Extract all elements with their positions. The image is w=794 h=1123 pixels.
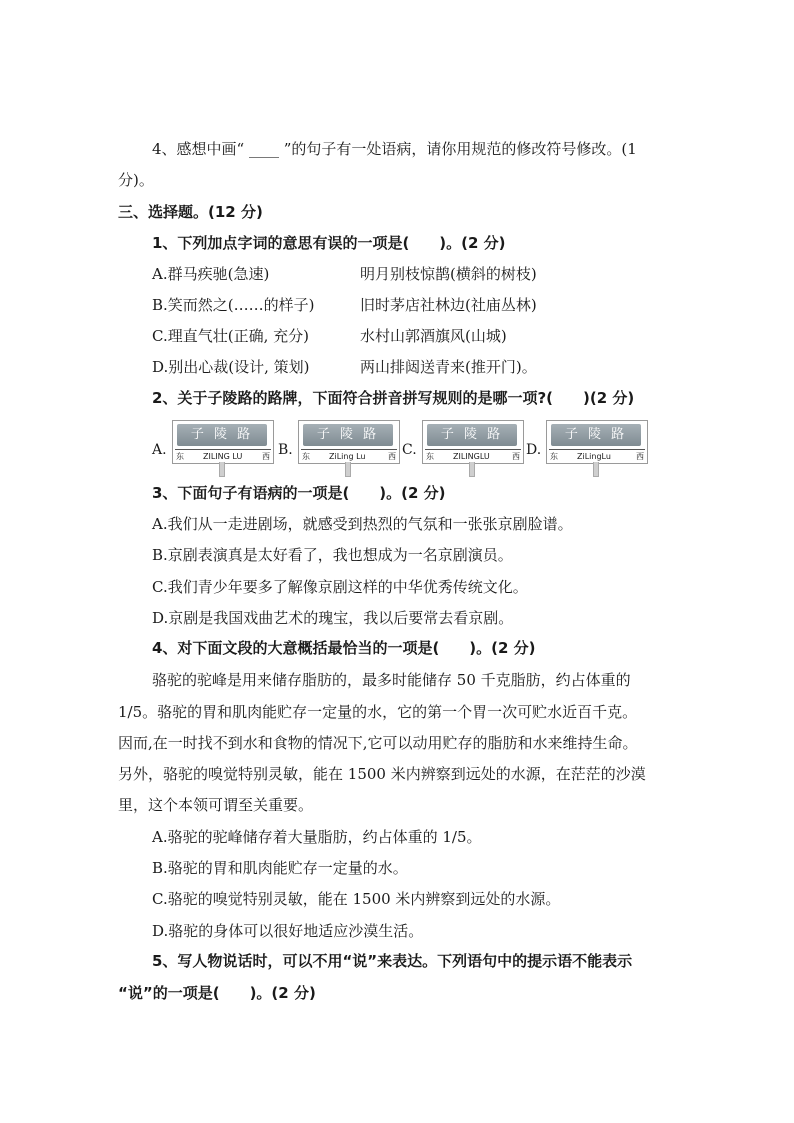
road-sign-bottom (549, 449, 645, 463)
choice-q4-option-b: B.骆驼的胃和肌肉能贮存一定量的水。 (152, 859, 408, 877)
choice-q2-stem: 2、关于子陵路的路牌，下面符合拼音拼写规则的是哪一项?( )(2 分) (152, 389, 635, 407)
choice-q3-stem: 3、下面句子有语病的一项是( )。(2 分) (152, 484, 446, 502)
choice-q1-option-b-right: 旧时茅店社林边(社庙丛林) (360, 296, 537, 314)
road-sign-post (345, 462, 351, 477)
choice-q3-option-a: A.我们从一走进剧场，就感受到热烈的气氛和一张张京剧脸谱。 (152, 515, 573, 533)
passage-line-2: 1/5。骆驼的胃和肌肉能贮存一定量的水，它的第一个胃一次可贮水近百千克。 (118, 703, 638, 721)
road-sign-post (469, 462, 475, 477)
choice-q1-option-a-right: 明月别枝惊鹊(横斜的树枝) (360, 265, 537, 283)
road-sign-bottom (425, 449, 521, 463)
choice-q1-option-d-left: D.别出心裁(设计, 策划) (152, 358, 310, 376)
choice-q1-option-c-right: 水村山郭酒旗风(山城) (360, 327, 507, 345)
road-sign (298, 420, 400, 464)
choice-q3-option-c: C.我们青少年要多了解像京剧这样的中华优秀传统文化。 (152, 578, 528, 596)
passage-line-1: 骆驼的驼峰是用来储存脂肪的，最多时能储存 50 千克脂肪，约占体重的 (152, 671, 631, 689)
choice-q4-option-c: C.骆驼的嗅觉特别灵敏，能在 1500 米内辨察到远处的水源。 (152, 890, 561, 908)
road-sign-bottom (301, 449, 397, 463)
road-sign-title: 子 陵 路 (303, 424, 393, 446)
section-3-heading: 三、选择题。(12 分) (118, 203, 263, 221)
choice-q1-stem: 1、下列加点字词的意思有误的一项是( )。(2 分) (152, 234, 506, 252)
road-sign-letter: B. (278, 442, 293, 458)
road-sign-west: 西 (636, 452, 644, 461)
road-sign-west: 西 (262, 452, 270, 461)
road-sign-east: 东 (176, 452, 184, 461)
road-sign-bottom (175, 449, 271, 463)
road-sign-letter: A. (152, 442, 167, 458)
road-sign (172, 420, 274, 464)
road-sign (546, 420, 648, 464)
road-sign-east: 东 (550, 452, 558, 461)
passage-line-3: 因而,在一时找不到水和食物的情况下,它可以动用贮存的脂肪和水来维持生命。 (118, 734, 638, 752)
choice-q1-option-a-left: A.群马疾驰(急速) (152, 265, 270, 283)
choice-q5-stem-line-2: “说”的一项是( )。(2 分) (118, 984, 316, 1002)
choice-q4-option-a: A.骆驼的驼峰储存着大量脂肪，约占体重的 1/5。 (152, 828, 482, 846)
road-sign-west: 西 (388, 452, 396, 461)
passage-line-4: 另外，骆驼的嗅觉特别灵敏，能在 1500 米内辨察到远处的水源，在茫茫的沙漠 (118, 765, 646, 783)
road-sign-post (219, 462, 225, 477)
road-sign-letter: D. (526, 442, 542, 458)
road-sign-pinyin: ZiLing Lu (329, 452, 366, 461)
question-4-line-1: 4、感想中画“ ____ ”的句子有一处语病，请你用规范的修改符号修改。(1 (152, 140, 637, 158)
road-sign-post (593, 462, 599, 477)
road-sign-east: 东 (426, 452, 434, 461)
road-sign-title: 子 陵 路 (427, 424, 517, 446)
road-sign (422, 420, 524, 464)
road-sign-pinyin: ZiLingLu (577, 452, 611, 461)
choice-q3-option-d: D.京剧是我国戏曲艺术的瑰宝，我以后要常去看京剧。 (152, 609, 514, 627)
choice-q4-stem: 4、对下面文段的大意概括最恰当的一项是( )。(2 分) (152, 639, 536, 657)
choice-q1-option-d-right: 两山排闼送青来(推开门)。 (360, 358, 537, 376)
road-sign-title: 子 陵 路 (551, 424, 641, 446)
road-sign-letter: C. (402, 442, 417, 458)
choice-q1-option-b-left: B.笑而然之(……的样子) (152, 296, 315, 314)
road-sign-west: 西 (512, 452, 520, 461)
choice-q3-option-b: B.京剧表演真是太好看了，我也想成为一名京剧演员。 (152, 546, 513, 564)
question-4-line-2: 分)。 (118, 171, 154, 189)
road-sign-pinyin: ZILING LU (203, 452, 243, 461)
choice-q5-stem-line-1: 5、写人物说话时，可以不用“说”来表达。下列语句中的提示语不能表示 (152, 952, 633, 970)
road-sign-east: 东 (302, 452, 310, 461)
road-sign-title: 子 陵 路 (177, 424, 267, 446)
choice-q4-option-d: D.骆驼的身体可以很好地适应沙漠生活。 (152, 922, 424, 940)
choice-q1-option-c-left: C.理直气壮(正确, 充分) (152, 327, 309, 345)
passage-line-5: 里，这个本领可谓至关重要。 (118, 796, 314, 814)
road-sign-options (152, 420, 652, 482)
road-sign-pinyin: ZILINGLU (453, 452, 490, 461)
